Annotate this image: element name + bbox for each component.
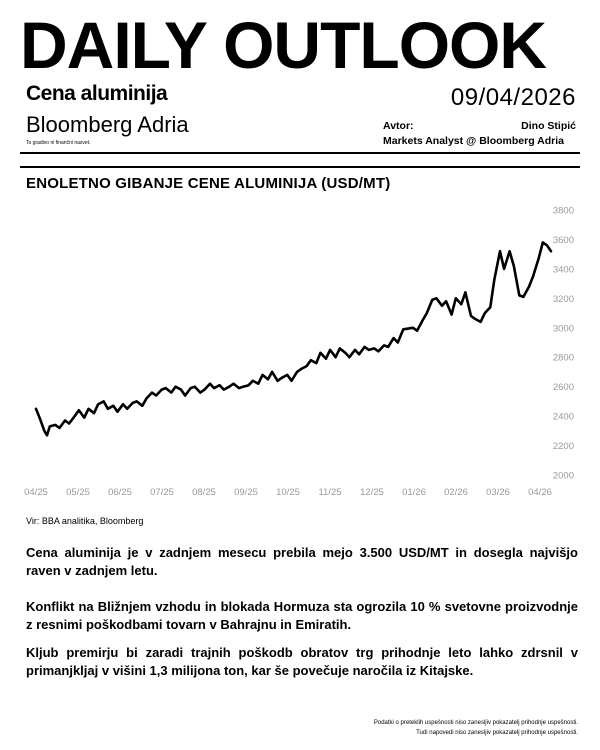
header-divider — [20, 152, 580, 154]
disclaimer-line: Tudi napovedi niso zanesljiv pokazatelj prihodnje uspešnosti. — [416, 730, 578, 736]
y-tick-label: 3400 — [552, 264, 574, 276]
author-role: Markets Analyst @ Bloomberg Adria — [383, 135, 565, 147]
x-tick-label: 07/25 — [150, 487, 174, 498]
x-tick-label: 10/25 — [276, 487, 300, 498]
x-tick-label: 06/25 — [108, 487, 132, 498]
x-tick-label: 02/26 — [444, 487, 468, 498]
y-tick-label: 2600 — [552, 382, 574, 394]
x-tick-label: 04/26 — [528, 487, 552, 498]
source-note: Vir: BBA analitika, Bloomberg — [26, 516, 144, 526]
author-name: Dino Stipić — [521, 120, 576, 132]
author-label: Avtor: — [383, 120, 414, 132]
x-tick-label: 04/25 — [24, 487, 48, 498]
aluminium-price-chart — [0, 195, 600, 505]
x-tick-label: 01/26 — [402, 487, 426, 498]
disclaimer — [278, 718, 578, 738]
y-tick-label: 2000 — [552, 470, 574, 482]
disclaimer-line: Podatki o preteklih uspešnosti niso zanesljiv pokazatelj prihodnje uspešnosti. — [373, 720, 578, 726]
y-tick-label: 2400 — [552, 411, 574, 423]
x-tick-label: 09/25 — [234, 487, 258, 498]
y-tick-label: 3200 — [552, 293, 574, 305]
x-tick-label: 05/25 — [66, 487, 90, 498]
report-date: 09/04/2026 — [450, 84, 576, 111]
brand-name: Bloomberg Adria — [26, 112, 189, 137]
paragraph: Kljub premirju bi zaradi trajnih poškodb obratov trg prihodnje leto lahko zdrsnil v primanjkljaj v višini 1,3 milijona ton, kar še povečuje naročila iz Kitajske. — [26, 645, 578, 678]
chart-divider — [20, 166, 580, 168]
author-block — [383, 119, 576, 149]
paragraph: Konflikt na Bližnjem vzhodu in blokada Hormuza sta ogrozila 10 % svetovne proizvodnje z resnimi poškodbami tovarn v Bahrajnu in Emiratih. — [26, 599, 578, 632]
tagline: To gradivo ni finančni nasvet. — [26, 140, 91, 146]
y-tick-label: 3600 — [552, 234, 574, 246]
masthead-title: DAILY OUTLOOK — [20, 8, 547, 82]
x-tick-label: 11/25 — [318, 487, 342, 498]
y-tick-label: 2800 — [552, 352, 574, 364]
y-tick-label: 2200 — [552, 441, 574, 453]
paragraph: Cena aluminija je v zadnjem mesecu prebila mejo 3.500 USD/MT in dosegla najvišjo raven v zadnjem letu. — [26, 545, 578, 578]
x-tick-label: 12/25 — [360, 487, 384, 498]
x-tick-label: 03/26 — [486, 487, 510, 498]
chart-title: ENOLETNO GIBANJE CENE ALUMINIJA (USD/MT) — [26, 175, 391, 192]
report-subtitle: Cena aluminija — [26, 82, 168, 105]
y-tick-label: 3800 — [552, 205, 574, 217]
y-tick-label: 3000 — [552, 323, 574, 335]
x-tick-label: 08/25 — [192, 487, 216, 498]
price-series-line — [36, 242, 551, 435]
